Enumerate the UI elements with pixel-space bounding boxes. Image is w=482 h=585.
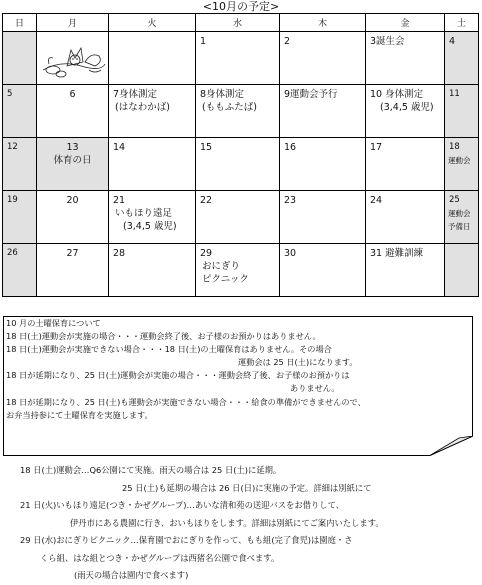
calendar-cell: 5	[3, 85, 37, 138]
folded-corner-icon	[429, 436, 473, 456]
calendar-cell: 18 運動会	[445, 138, 479, 191]
calendar-cell: 25 運動会 予備日	[445, 191, 479, 244]
calendar-cell: 29 おにぎり ピクニック	[196, 244, 280, 297]
saturday-care-notice	[3, 316, 473, 456]
detail-line: 25 日(土)も延期の場合は 26 日(日)に実施の予定。詳細は別紙にて	[122, 482, 372, 493]
calendar-cell: 28	[109, 244, 196, 297]
notice-line: 18 日(土)運動会が実施できない場合・・・18 日(土)の土曜保育はありません。その場合	[6, 344, 332, 355]
detail-line: 29 日(水)おにぎりピクニック…保育園でおにぎりを作って、もも組(完了食児)は園庭・さ	[20, 535, 353, 545]
page-title: <10月の予定>	[202, 0, 280, 13]
calendar-cell: 30	[280, 244, 366, 297]
notice-line: お弁当持参にて土曜保育を実施します。	[6, 409, 153, 420]
notice-heading: 10 月の土曜保育について	[6, 318, 101, 328]
notice-line: 運動会は 25 日(土)になります。	[238, 357, 358, 368]
calendar-cell: 3誕生会	[366, 32, 445, 85]
weekday-wed: 水	[196, 14, 280, 32]
weekday-sun: 日	[3, 14, 37, 32]
weekday-fri: 金	[366, 14, 445, 32]
calendar-cell: 22	[196, 191, 280, 244]
weekday-tue: 火	[109, 14, 196, 32]
fox-and-vegetables-illustration	[41, 36, 107, 82]
calendar-table	[2, 13, 479, 297]
weekday-thu: 木	[280, 14, 366, 32]
calendar-cell: 23	[280, 191, 366, 244]
calendar-cell: 1	[196, 32, 280, 85]
calendar-cell: 12	[3, 138, 37, 191]
calendar-cell: 7身体測定 (はなわかば)	[109, 85, 196, 138]
calendar-cell: 19	[3, 191, 37, 244]
calendar-cell: 26	[3, 244, 37, 297]
calendar-cell: 6	[37, 85, 109, 138]
detail-line: 21 日(火)いもほり遠足(つき・かぜグループ)…あいな清和苑の送迎バスをお借りして、	[20, 500, 345, 510]
calendar-cell: 10 身体測定 (3,4,5 歳児)	[366, 85, 445, 138]
calendar-cell: 17	[366, 138, 445, 191]
notice-line: 18 日が延期になり、25 日(土)運動会が実施の場合・・・運動会終了後、お子様のお預かりは	[6, 370, 350, 381]
week-row-5	[3, 244, 479, 297]
detail-line: 伊丹市にある農園に行き、おいもほりをします。詳細は別紙にてご案内いたします。	[70, 517, 384, 528]
notice-line: 18 日(土)運動会が実施の場合・・・運動会終了後、お子様のお預かりはありません。	[6, 331, 321, 342]
notice-line: ありません。	[290, 383, 340, 394]
week-row-3	[3, 138, 479, 191]
calendar-cell: 8身体測定 (ももふたば)	[196, 85, 280, 138]
calendar-cell: 11	[445, 85, 479, 138]
calendar-cell	[3, 32, 37, 85]
calendar-cell-holiday: 13 体育の日	[37, 138, 109, 191]
calendar-cell: 4	[445, 32, 479, 85]
detail-line: くら組、はな組とつき・かぜグループは西猪名公園で食べます。	[40, 552, 280, 563]
detail-line: (雨天の場合は園内で食べます)	[74, 570, 189, 580]
calendar-cell: 14	[109, 138, 196, 191]
weekday-sat: 土	[445, 14, 479, 32]
week-row-2	[3, 85, 479, 138]
weekday-header-row	[3, 14, 479, 32]
calendar-cell	[445, 244, 479, 297]
week-row-4	[3, 191, 479, 244]
calendar-cell: 27	[37, 244, 109, 297]
calendar-cell: 31 避難訓練	[366, 244, 445, 297]
calendar-cell	[109, 32, 196, 85]
notice-line: 18 日が延期になり、25 日(土)も運動会が実施できない場合・・・給食の準備ができませんので、	[6, 396, 366, 407]
calendar-cell: 24	[366, 191, 445, 244]
detail-line: 18 日(土)運動会…Q6公園にて実施。雨天の場合は 25 日(土)に延期。	[20, 465, 282, 475]
week-row-1	[3, 32, 479, 85]
event-details	[0, 462, 482, 585]
calendar-cell: 20	[37, 191, 109, 244]
calendar-cell: 15	[196, 138, 280, 191]
calendar-cell: 2	[280, 32, 366, 85]
calendar-cell-illustration	[37, 32, 109, 85]
weekday-mon: 月	[37, 14, 109, 32]
calendar-cell: 21 いもほり遠足 (3,4,5 歳児)	[109, 191, 196, 244]
calendar-cell: 9運動会予行	[280, 85, 366, 138]
calendar-cell: 16	[280, 138, 366, 191]
